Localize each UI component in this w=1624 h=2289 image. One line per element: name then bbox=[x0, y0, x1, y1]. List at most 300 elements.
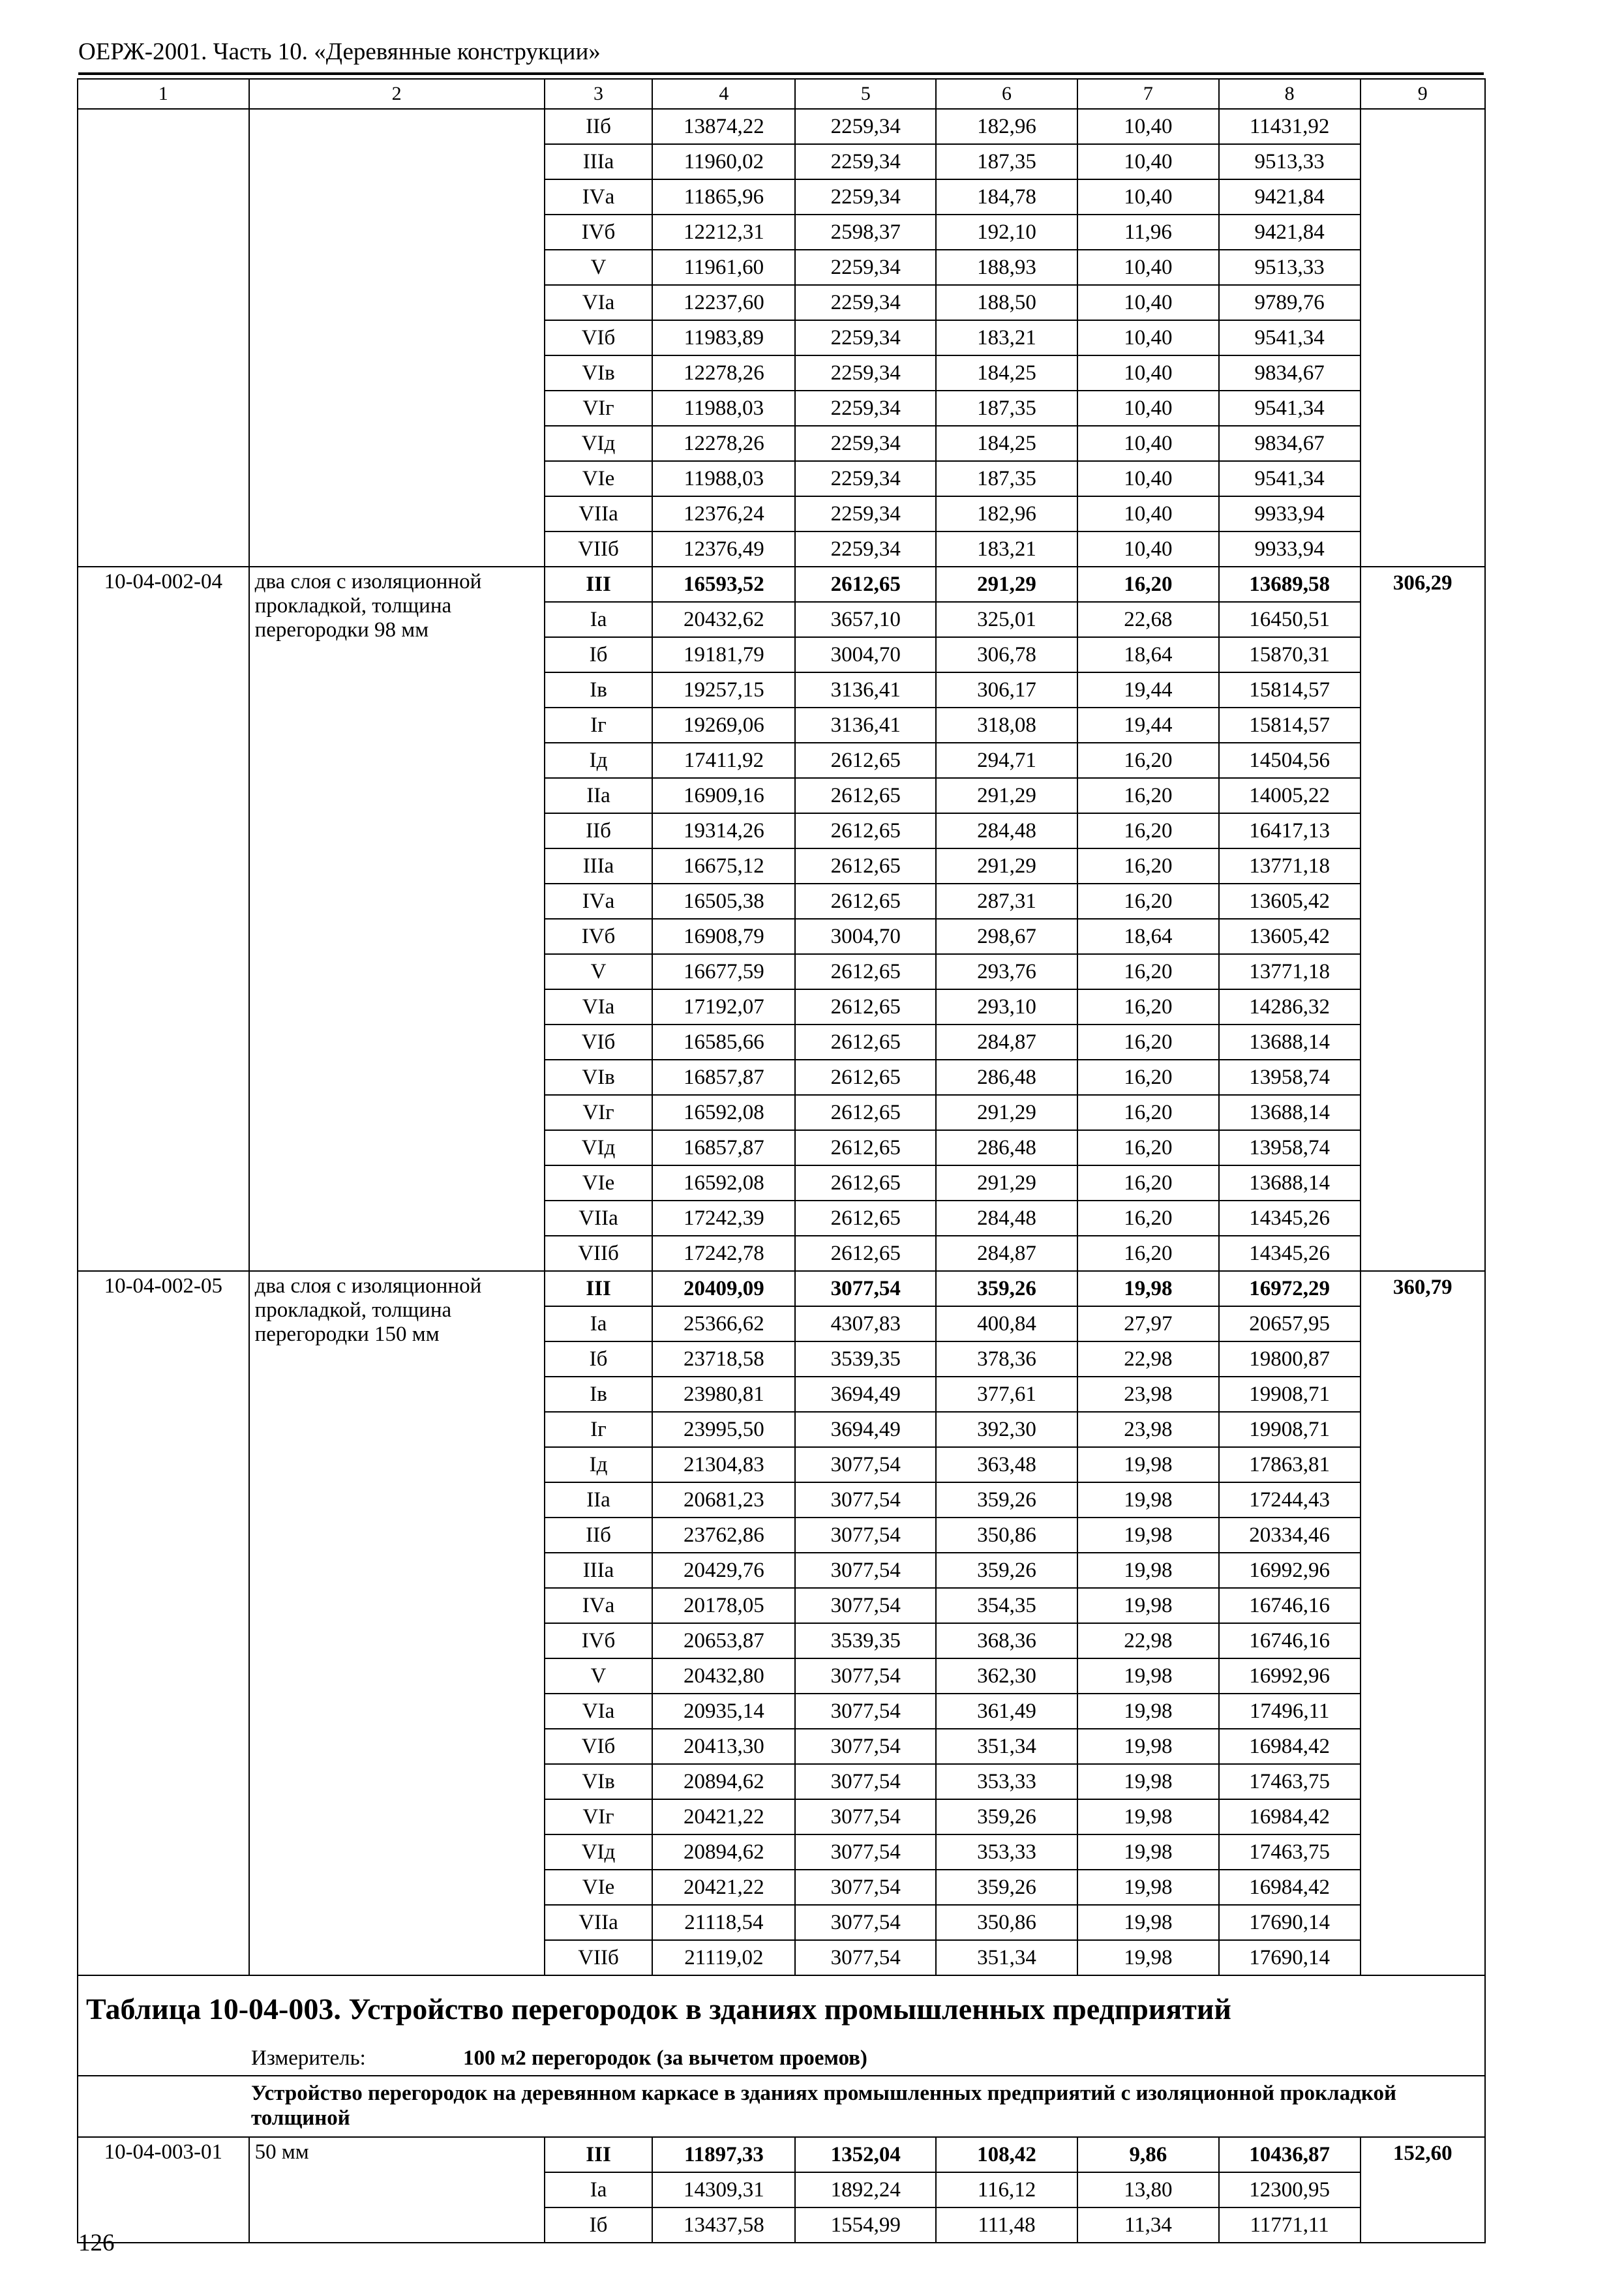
region-zone: IIа bbox=[545, 1482, 653, 1518]
rate-code: 10-04-002-05 bbox=[78, 1271, 249, 1975]
material-costs: 13771,18 bbox=[1219, 954, 1361, 989]
material-costs: 19800,87 bbox=[1219, 1341, 1361, 1377]
material-costs: 19908,71 bbox=[1219, 1412, 1361, 1447]
machine-costs: 306,78 bbox=[936, 637, 1077, 672]
labor-wages: 3077,54 bbox=[795, 1482, 936, 1518]
direct-costs: 21304,83 bbox=[652, 1447, 795, 1482]
meter-value: 100 м2 перегородок (за вычетом проемов) bbox=[463, 2046, 867, 2070]
machine-costs: 353,33 bbox=[936, 1834, 1077, 1870]
labor-wages: 2259,34 bbox=[795, 109, 936, 144]
machinist-wages: 22,98 bbox=[1077, 1623, 1219, 1658]
region-zone: IVа bbox=[545, 1588, 653, 1623]
labor-wages: 3077,54 bbox=[795, 1729, 936, 1764]
direct-costs: 20894,62 bbox=[652, 1764, 795, 1799]
machinist-wages: 10,40 bbox=[1077, 496, 1219, 531]
direct-costs: 20432,80 bbox=[652, 1658, 795, 1694]
region-zone: IIб bbox=[545, 109, 653, 144]
machinist-wages: 19,98 bbox=[1077, 1658, 1219, 1694]
material-costs: 16984,42 bbox=[1219, 1729, 1361, 1764]
labor-wages: 4307,83 bbox=[795, 1306, 936, 1341]
machinist-wages: 16,20 bbox=[1077, 954, 1219, 989]
material-costs: 16972,29 bbox=[1219, 1271, 1361, 1306]
machine-costs: 325,01 bbox=[936, 602, 1077, 637]
labor-wages: 2612,65 bbox=[795, 743, 936, 778]
machinist-wages: 10,40 bbox=[1077, 426, 1219, 461]
material-costs: 9513,33 bbox=[1219, 250, 1361, 285]
machine-costs: 363,48 bbox=[936, 1447, 1077, 1482]
labor-wages: 1892,24 bbox=[795, 2172, 936, 2207]
direct-costs: 20421,22 bbox=[652, 1799, 795, 1834]
direct-costs: 19314,26 bbox=[652, 813, 795, 848]
machine-costs: 354,35 bbox=[936, 1588, 1077, 1623]
region-zone: Iа bbox=[545, 1306, 653, 1341]
region-zone: Iд bbox=[545, 743, 653, 778]
machine-costs: 284,48 bbox=[936, 813, 1077, 848]
material-costs: 15870,31 bbox=[1219, 637, 1361, 672]
machine-costs: 362,30 bbox=[936, 1658, 1077, 1694]
machine-costs: 188,93 bbox=[936, 250, 1077, 285]
machine-costs: 187,35 bbox=[936, 144, 1077, 179]
meter-label: Измеритель: bbox=[251, 2046, 366, 2070]
region-zone: VIб bbox=[545, 1025, 653, 1060]
material-costs: 9513,33 bbox=[1219, 144, 1361, 179]
direct-costs: 17192,07 bbox=[652, 989, 795, 1025]
labor-wages: 2259,34 bbox=[795, 461, 936, 496]
region-zone: VIг bbox=[545, 1799, 653, 1834]
table-title-row bbox=[78, 1975, 1485, 2041]
material-costs: 17463,75 bbox=[1219, 1834, 1361, 1870]
column-number: 2 bbox=[249, 79, 545, 109]
labor-wages: 2259,34 bbox=[795, 391, 936, 426]
rate-code: 10-04-003-01 bbox=[78, 2137, 249, 2243]
labor-wages: 3136,41 bbox=[795, 672, 936, 708]
work-description bbox=[249, 109, 545, 567]
direct-costs: 11897,33 bbox=[652, 2137, 795, 2172]
machinist-wages: 27,97 bbox=[1077, 1306, 1219, 1341]
direct-costs: 20935,14 bbox=[652, 1694, 795, 1729]
material-costs: 17496,11 bbox=[1219, 1694, 1361, 1729]
machine-costs: 359,26 bbox=[936, 1482, 1077, 1518]
material-costs: 13605,42 bbox=[1219, 884, 1361, 919]
material-costs: 16746,16 bbox=[1219, 1588, 1361, 1623]
labor-wages: 3077,54 bbox=[795, 1799, 936, 1834]
region-zone: V bbox=[545, 1658, 653, 1694]
region-zone: IVб bbox=[545, 1623, 653, 1658]
region-zone: VIд bbox=[545, 426, 653, 461]
direct-costs: 17242,39 bbox=[652, 1201, 795, 1236]
machine-costs: 294,71 bbox=[936, 743, 1077, 778]
labor-wages: 3694,49 bbox=[795, 1412, 936, 1447]
machinist-wages: 16,20 bbox=[1077, 1201, 1219, 1236]
material-costs: 10436,87 bbox=[1219, 2137, 1361, 2172]
machinist-wages: 19,98 bbox=[1077, 1447, 1219, 1482]
machinist-wages: 19,98 bbox=[1077, 1940, 1219, 1975]
region-zone: VIв bbox=[545, 1060, 653, 1095]
labor-wages: 3077,54 bbox=[795, 1271, 936, 1306]
labor-wages: 2612,65 bbox=[795, 567, 936, 602]
region-zone: VIе bbox=[545, 1870, 653, 1905]
labor-wages: 2612,65 bbox=[795, 989, 936, 1025]
machine-costs: 359,26 bbox=[936, 1870, 1077, 1905]
machinist-wages: 9,86 bbox=[1077, 2137, 1219, 2172]
machinist-wages: 10,40 bbox=[1077, 144, 1219, 179]
region-zone: VIIб bbox=[545, 1940, 653, 1975]
direct-costs: 20413,30 bbox=[652, 1729, 795, 1764]
labor-wages: 3077,54 bbox=[795, 1553, 936, 1588]
machine-costs: 293,10 bbox=[936, 989, 1077, 1025]
region-zone: VIIа bbox=[545, 496, 653, 531]
machinist-wages: 16,20 bbox=[1077, 1165, 1219, 1201]
direct-costs: 14309,31 bbox=[652, 2172, 795, 2207]
labor-wages: 2259,34 bbox=[795, 355, 936, 391]
direct-costs: 16677,59 bbox=[652, 954, 795, 989]
meter-cell bbox=[78, 2041, 1485, 2076]
material-costs: 14345,26 bbox=[1219, 1236, 1361, 1271]
labor-wages: 3694,49 bbox=[795, 1377, 936, 1412]
machinist-wages: 16,20 bbox=[1077, 1060, 1219, 1095]
material-costs: 9541,34 bbox=[1219, 461, 1361, 496]
machinist-wages: 16,20 bbox=[1077, 778, 1219, 813]
labor-wages: 2612,65 bbox=[795, 1201, 936, 1236]
region-zone: IIIа bbox=[545, 1553, 653, 1588]
direct-costs: 11983,89 bbox=[652, 320, 795, 355]
material-costs: 13688,14 bbox=[1219, 1165, 1361, 1201]
machine-costs: 291,29 bbox=[936, 848, 1077, 884]
direct-costs: 13437,58 bbox=[652, 2207, 795, 2243]
region-zone: VIд bbox=[545, 1834, 653, 1870]
direct-costs: 19257,15 bbox=[652, 672, 795, 708]
direct-costs: 16592,08 bbox=[652, 1165, 795, 1201]
machinist-wages: 10,40 bbox=[1077, 285, 1219, 320]
direct-costs: 20432,62 bbox=[652, 602, 795, 637]
labor-wages: 3077,54 bbox=[795, 1870, 936, 1905]
material-costs: 9789,76 bbox=[1219, 285, 1361, 320]
direct-costs: 20178,05 bbox=[652, 1588, 795, 1623]
direct-costs: 11988,03 bbox=[652, 461, 795, 496]
material-costs: 16992,96 bbox=[1219, 1658, 1361, 1694]
machine-costs: 359,26 bbox=[936, 1271, 1077, 1306]
region-zone: VIе bbox=[545, 461, 653, 496]
machine-costs: 287,31 bbox=[936, 884, 1077, 919]
machinist-wages: 19,44 bbox=[1077, 708, 1219, 743]
labor-wages: 2259,34 bbox=[795, 285, 936, 320]
machine-costs: 377,61 bbox=[936, 1377, 1077, 1412]
direct-costs: 20681,23 bbox=[652, 1482, 795, 1518]
machine-costs: 286,48 bbox=[936, 1060, 1077, 1095]
machinist-wages: 23,98 bbox=[1077, 1377, 1219, 1412]
region-zone: V bbox=[545, 250, 653, 285]
table-row bbox=[78, 109, 1485, 144]
region-zone: IVб bbox=[545, 919, 653, 954]
machine-costs: 378,36 bbox=[936, 1341, 1077, 1377]
material-costs: 13958,74 bbox=[1219, 1060, 1361, 1095]
machine-costs: 353,33 bbox=[936, 1764, 1077, 1799]
labor-wages: 3539,35 bbox=[795, 1341, 936, 1377]
direct-costs: 23995,50 bbox=[652, 1412, 795, 1447]
machinist-wages: 19,98 bbox=[1077, 1588, 1219, 1623]
material-costs: 17690,14 bbox=[1219, 1940, 1361, 1975]
material-costs: 11431,92 bbox=[1219, 109, 1361, 144]
machine-costs: 183,21 bbox=[936, 531, 1077, 567]
region-zone: IIб bbox=[545, 1518, 653, 1553]
machine-costs: 284,48 bbox=[936, 1201, 1077, 1236]
machine-costs: 182,96 bbox=[936, 496, 1077, 531]
machinist-wages: 16,20 bbox=[1077, 1236, 1219, 1271]
machinist-wages: 16,20 bbox=[1077, 1095, 1219, 1130]
machine-costs: 350,86 bbox=[936, 1905, 1077, 1940]
machine-costs: 182,96 bbox=[936, 109, 1077, 144]
direct-costs: 23718,58 bbox=[652, 1341, 795, 1377]
region-zone: Iа bbox=[545, 602, 653, 637]
labor-wages: 2612,65 bbox=[795, 1060, 936, 1095]
labor-wages: 1554,99 bbox=[795, 2207, 936, 2243]
labor-wages: 2612,65 bbox=[795, 848, 936, 884]
machinist-wages: 10,40 bbox=[1077, 250, 1219, 285]
labor-wages: 3004,70 bbox=[795, 637, 936, 672]
region-zone: VIд bbox=[545, 1130, 653, 1165]
machinist-wages: 22,98 bbox=[1077, 1341, 1219, 1377]
machinist-wages: 16,20 bbox=[1077, 813, 1219, 848]
machinist-wages: 16,20 bbox=[1077, 884, 1219, 919]
direct-costs: 19269,06 bbox=[652, 708, 795, 743]
direct-costs: 16857,87 bbox=[652, 1060, 795, 1095]
machinist-wages: 16,20 bbox=[1077, 1025, 1219, 1060]
region-zone: IIа bbox=[545, 778, 653, 813]
column-number: 9 bbox=[1361, 79, 1485, 109]
direct-costs: 21118,54 bbox=[652, 1905, 795, 1940]
machine-costs: 291,29 bbox=[936, 778, 1077, 813]
region-zone: VIб bbox=[545, 1729, 653, 1764]
labor-wages: 3077,54 bbox=[795, 1588, 936, 1623]
material-costs: 16984,42 bbox=[1219, 1870, 1361, 1905]
work-description: 50 мм bbox=[249, 2137, 545, 2243]
machine-costs: 284,87 bbox=[936, 1025, 1077, 1060]
machinist-wages: 19,98 bbox=[1077, 1834, 1219, 1870]
labor-wages: 3077,54 bbox=[795, 1764, 936, 1799]
machinist-wages: 16,20 bbox=[1077, 743, 1219, 778]
machinist-wages: 19,98 bbox=[1077, 1271, 1219, 1306]
machinist-wages: 10,40 bbox=[1077, 320, 1219, 355]
direct-costs: 19181,79 bbox=[652, 637, 795, 672]
table-row bbox=[78, 567, 1485, 602]
material-costs: 9421,84 bbox=[1219, 179, 1361, 215]
material-costs: 20334,46 bbox=[1219, 1518, 1361, 1553]
region-zone: VIа bbox=[545, 1694, 653, 1729]
material-costs: 17244,43 bbox=[1219, 1482, 1361, 1518]
material-costs: 16992,96 bbox=[1219, 1553, 1361, 1588]
region-zone: IIIа bbox=[545, 144, 653, 179]
machine-costs: 359,26 bbox=[936, 1553, 1077, 1588]
direct-costs: 20429,76 bbox=[652, 1553, 795, 1588]
direct-costs: 17242,78 bbox=[652, 1236, 795, 1271]
machinist-wages: 19,98 bbox=[1077, 1553, 1219, 1588]
material-costs: 9834,67 bbox=[1219, 426, 1361, 461]
material-costs: 20657,95 bbox=[1219, 1306, 1361, 1341]
machine-costs: 318,08 bbox=[936, 708, 1077, 743]
material-costs: 11771,11 bbox=[1219, 2207, 1361, 2243]
machinist-wages: 10,40 bbox=[1077, 391, 1219, 426]
labor-wages: 1352,04 bbox=[795, 2137, 936, 2172]
machine-costs: 184,25 bbox=[936, 355, 1077, 391]
region-zone: VIв bbox=[545, 355, 653, 391]
direct-costs: 17411,92 bbox=[652, 743, 795, 778]
material-costs: 16746,16 bbox=[1219, 1623, 1361, 1658]
machine-costs: 361,49 bbox=[936, 1694, 1077, 1729]
machinist-wages: 16,20 bbox=[1077, 567, 1219, 602]
labor-hours: 306,29 bbox=[1361, 567, 1485, 1271]
labor-wages: 2259,34 bbox=[795, 531, 936, 567]
material-costs: 13689,58 bbox=[1219, 567, 1361, 602]
labor-wages: 3077,54 bbox=[795, 1447, 936, 1482]
direct-costs: 16592,08 bbox=[652, 1095, 795, 1130]
column-number: 1 bbox=[78, 79, 249, 109]
direct-costs: 16505,38 bbox=[652, 884, 795, 919]
labor-hours bbox=[1361, 109, 1485, 567]
direct-costs: 25366,62 bbox=[652, 1306, 795, 1341]
machine-costs: 188,50 bbox=[936, 285, 1077, 320]
meter-row bbox=[78, 2041, 1485, 2076]
machine-costs: 368,36 bbox=[936, 1623, 1077, 1658]
machinist-wages: 10,40 bbox=[1077, 109, 1219, 144]
machinist-wages: 11,96 bbox=[1077, 215, 1219, 250]
machine-costs: 291,29 bbox=[936, 1165, 1077, 1201]
region-zone: VIг bbox=[545, 1095, 653, 1130]
direct-costs: 16909,16 bbox=[652, 778, 795, 813]
direct-costs: 12278,26 bbox=[652, 355, 795, 391]
machinist-wages: 19,44 bbox=[1077, 672, 1219, 708]
region-zone: III bbox=[545, 567, 653, 602]
labor-wages: 2598,37 bbox=[795, 215, 936, 250]
material-costs: 14504,56 bbox=[1219, 743, 1361, 778]
labor-wages: 2259,34 bbox=[795, 179, 936, 215]
direct-costs: 16908,79 bbox=[652, 919, 795, 954]
material-costs: 12300,95 bbox=[1219, 2172, 1361, 2207]
labor-wages: 3004,70 bbox=[795, 919, 936, 954]
machine-costs: 192,10 bbox=[936, 215, 1077, 250]
machine-costs: 400,84 bbox=[936, 1306, 1077, 1341]
column-number: 8 bbox=[1219, 79, 1361, 109]
column-number: 4 bbox=[652, 79, 795, 109]
column-number: 5 bbox=[795, 79, 936, 109]
region-zone: Iа bbox=[545, 2172, 653, 2207]
region-zone: VIIа bbox=[545, 1905, 653, 1940]
direct-costs: 20421,22 bbox=[652, 1870, 795, 1905]
machinist-wages: 10,40 bbox=[1077, 461, 1219, 496]
region-zone: Iд bbox=[545, 1447, 653, 1482]
material-costs: 15814,57 bbox=[1219, 672, 1361, 708]
region-zone: VIа bbox=[545, 989, 653, 1025]
labor-wages: 2612,65 bbox=[795, 1025, 936, 1060]
header-rule bbox=[78, 72, 1484, 75]
price-table bbox=[77, 78, 1486, 2243]
material-costs: 14345,26 bbox=[1219, 1201, 1361, 1236]
direct-costs: 21119,02 bbox=[652, 1940, 795, 1975]
machine-costs: 392,30 bbox=[936, 1412, 1077, 1447]
material-costs: 16984,42 bbox=[1219, 1799, 1361, 1834]
direct-costs: 11961,60 bbox=[652, 250, 795, 285]
machinist-wages: 23,98 bbox=[1077, 1412, 1219, 1447]
machinist-wages: 13,80 bbox=[1077, 2172, 1219, 2207]
column-number: 6 bbox=[936, 79, 1077, 109]
material-costs: 9933,94 bbox=[1219, 496, 1361, 531]
labor-wages: 3657,10 bbox=[795, 602, 936, 637]
material-costs: 14286,32 bbox=[1219, 989, 1361, 1025]
labor-wages: 2259,34 bbox=[795, 144, 936, 179]
machine-costs: 351,34 bbox=[936, 1940, 1077, 1975]
direct-costs: 16857,87 bbox=[652, 1130, 795, 1165]
column-number: 3 bbox=[545, 79, 653, 109]
machine-costs: 293,76 bbox=[936, 954, 1077, 989]
machine-costs: 286,48 bbox=[936, 1130, 1077, 1165]
region-zone: V bbox=[545, 954, 653, 989]
region-zone: VIа bbox=[545, 285, 653, 320]
machinist-wages: 18,64 bbox=[1077, 919, 1219, 954]
work-description: два слоя с изоляционной прокладкой, толщина перегородки 150 мм bbox=[249, 1271, 545, 1975]
machinist-wages: 10,40 bbox=[1077, 355, 1219, 391]
labor-wages: 3077,54 bbox=[795, 1658, 936, 1694]
machine-costs: 291,29 bbox=[936, 1095, 1077, 1130]
machine-costs: 306,17 bbox=[936, 672, 1077, 708]
machinist-wages: 18,64 bbox=[1077, 637, 1219, 672]
column-numbers-row bbox=[78, 79, 1485, 109]
machinist-wages: 16,20 bbox=[1077, 989, 1219, 1025]
machine-costs: 184,78 bbox=[936, 179, 1077, 215]
region-zone: III bbox=[545, 1271, 653, 1306]
machinist-wages: 19,98 bbox=[1077, 1799, 1219, 1834]
region-zone: IVб bbox=[545, 215, 653, 250]
subheading-row bbox=[78, 2076, 1485, 2137]
direct-costs: 13874,22 bbox=[652, 109, 795, 144]
direct-costs: 23762,86 bbox=[652, 1518, 795, 1553]
direct-costs: 12237,60 bbox=[652, 285, 795, 320]
rate-code bbox=[78, 109, 249, 567]
material-costs: 13958,74 bbox=[1219, 1130, 1361, 1165]
material-costs: 9541,34 bbox=[1219, 320, 1361, 355]
direct-costs: 12278,26 bbox=[652, 426, 795, 461]
material-costs: 13688,14 bbox=[1219, 1025, 1361, 1060]
region-zone: VIIб bbox=[545, 531, 653, 567]
material-costs: 16417,13 bbox=[1219, 813, 1361, 848]
labor-hours: 360,79 bbox=[1361, 1271, 1485, 1975]
direct-costs: 11960,02 bbox=[652, 144, 795, 179]
machinist-wages: 19,98 bbox=[1077, 1729, 1219, 1764]
direct-costs: 20894,62 bbox=[652, 1834, 795, 1870]
labor-wages: 2612,65 bbox=[795, 1236, 936, 1271]
machine-costs: 111,48 bbox=[936, 2207, 1077, 2243]
machinist-wages: 19,98 bbox=[1077, 1518, 1219, 1553]
region-zone: IVа bbox=[545, 179, 653, 215]
labor-wages: 3077,54 bbox=[795, 1518, 936, 1553]
machinist-wages: 16,20 bbox=[1077, 1130, 1219, 1165]
material-costs: 9421,84 bbox=[1219, 215, 1361, 250]
material-costs: 13688,14 bbox=[1219, 1095, 1361, 1130]
labor-wages: 2612,65 bbox=[795, 1095, 936, 1130]
material-costs: 17863,81 bbox=[1219, 1447, 1361, 1482]
direct-costs: 16593,52 bbox=[652, 567, 795, 602]
labor-wages: 2612,65 bbox=[795, 813, 936, 848]
material-costs: 15814,57 bbox=[1219, 708, 1361, 743]
region-zone: III bbox=[545, 2137, 653, 2172]
table-row bbox=[78, 2137, 1485, 2172]
machinist-wages: 10,40 bbox=[1077, 179, 1219, 215]
region-zone: IIIа bbox=[545, 848, 653, 884]
machinist-wages: 19,98 bbox=[1077, 1694, 1219, 1729]
material-costs: 19908,71 bbox=[1219, 1377, 1361, 1412]
machine-costs: 108,42 bbox=[936, 2137, 1077, 2172]
subheading: Устройство перегородок на деревянном каркасе в зданиях промышленных предприятий с изоляционной прокладкой толщиной bbox=[78, 2076, 1485, 2137]
direct-costs: 16585,66 bbox=[652, 1025, 795, 1060]
region-zone: VIб bbox=[545, 320, 653, 355]
